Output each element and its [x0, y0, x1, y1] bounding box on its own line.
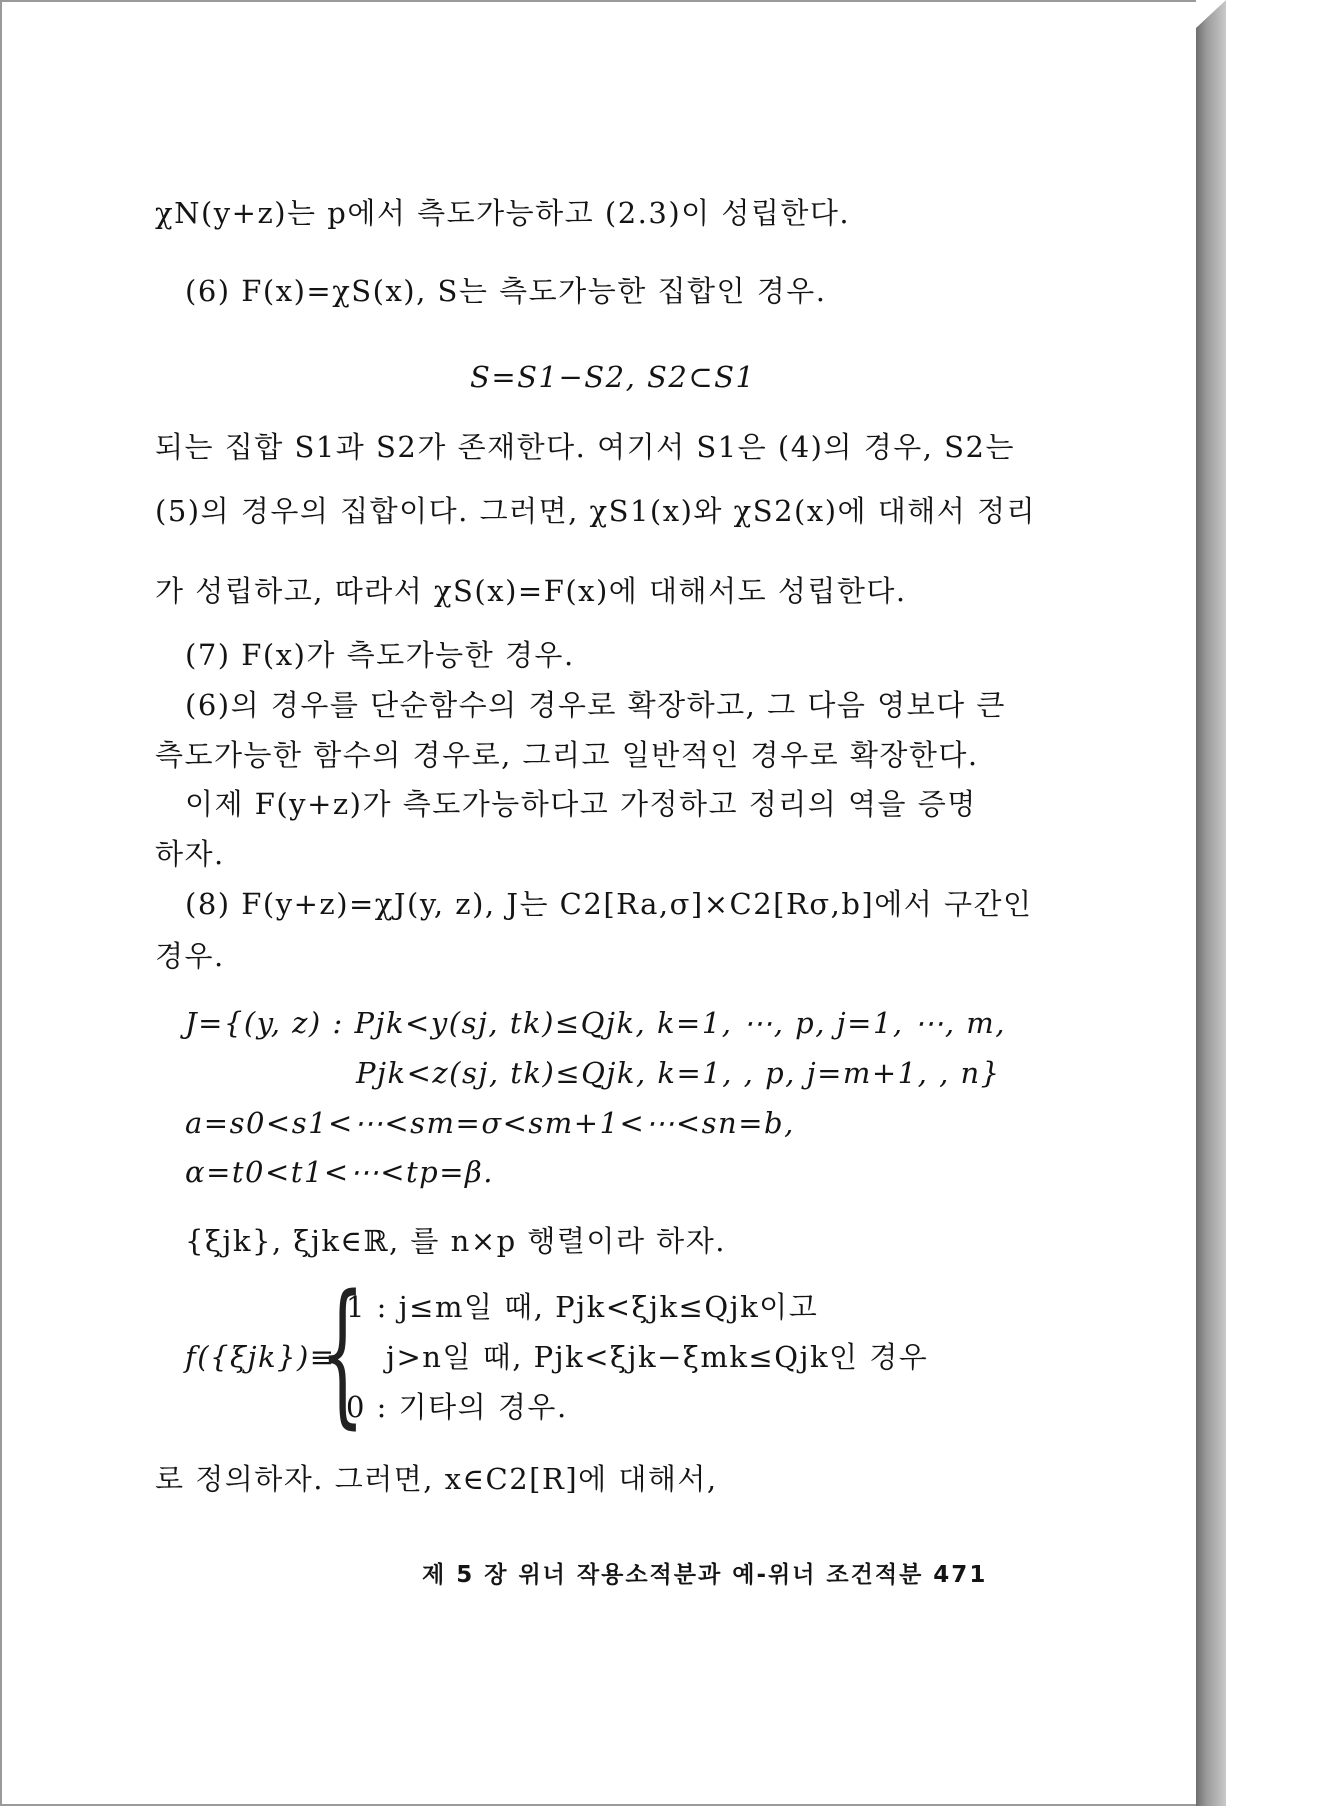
- equation-partition-s: a=s0<s1<⋯<sm=σ<sm+1<⋯<sn=b,: [185, 1106, 795, 1140]
- text-line-3: 되는 집합 S1과 S2가 존재한다. 여기서 S1은 (4)의 경우, S2는: [155, 430, 1016, 464]
- text-line-7: (6)의 경우를 단순함수의 경우로 확장하고, 그 다음 영보다 큰: [185, 688, 1006, 722]
- piecewise-case-1: 1 : j≤m일 때, Pjk<ξjk≤Qjk이고: [346, 1290, 819, 1324]
- text-line-5: 가 성립하고, 따라서 χS(x)=F(x)에 대해서도 성립한다.: [155, 574, 907, 608]
- piecewise-case-2: j>n일 때, Pjk<ξjk−ξmk≤Qjk인 경우: [386, 1340, 929, 1374]
- text-line-14: 로 정의하자. 그러면, x∈C2[R]에 대해서,: [155, 1462, 718, 1496]
- page-edge-corner: [1196, 0, 1226, 28]
- equation-j-def-2: Pjk<z(sj, tk)≤Qjk, k=1, , p, j=m+1, , n}: [356, 1056, 1001, 1090]
- text-line-1: χN(y+z)는 p에서 측도가능하고 (2.3)이 성립한다.: [155, 196, 851, 230]
- page-edge-shadow: [1196, 0, 1226, 1806]
- text-line-13: {ξjk}, ξjk∈ℝ, 를 n×p 행렬이라 하자.: [185, 1224, 726, 1258]
- text-line-12: 경우.: [155, 939, 225, 973]
- page-footer: 제 5 장 위너 작용소적분과 예-위너 조건적분 471: [422, 1562, 988, 1588]
- left-brace: {: [320, 1261, 365, 1443]
- text-line-4: (5)의 경우의 집합이다. 그러면, χS1(x)와 χS2(x)에 대해서 정리: [155, 494, 1037, 528]
- text-line-6: (7) F(x)가 측도가능한 경우.: [185, 638, 575, 672]
- equation-s-difference: S=S1−S2, S2⊂S1: [470, 360, 756, 394]
- text-line-8: 측도가능한 함수의 경우로, 그리고 일반적인 경우로 확장한다.: [155, 738, 979, 772]
- text-line-9: 이제 F(y+z)가 측도가능하다고 가정하고 정리의 역을 증명: [185, 787, 977, 821]
- text-line-2: (6) F(x)=χS(x), S는 측도가능한 집합인 경우.: [185, 274, 827, 308]
- piecewise-lhs: f({ξjk})≡: [185, 1340, 336, 1374]
- text-line-11: (8) F(y+z)=χJ(y, z), J는 C2[Ra,σ]×C2[Rσ,b]에서 구간인: [185, 887, 1033, 921]
- equation-j-def-1: J={(y, z) : Pjk<y(sj, tk)≤Qjk, k=1, ⋯, p, j=1, ⋯, m,: [185, 1006, 1006, 1040]
- piecewise-case-3: 0 : 기타의 경우.: [346, 1390, 568, 1424]
- equation-partition-t: α=t0<t1<⋯<tp=β.: [185, 1155, 494, 1189]
- text-line-10: 하자.: [155, 837, 225, 871]
